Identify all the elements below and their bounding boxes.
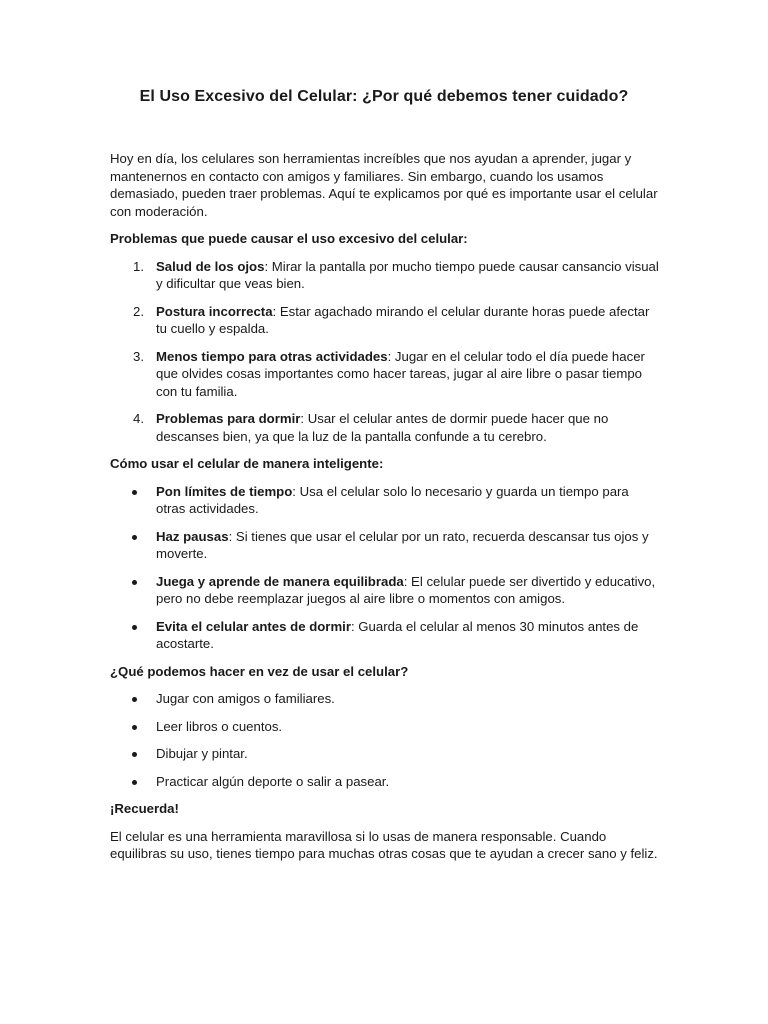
problem-term: Menos tiempo para otras actividades (156, 348, 388, 364)
problem-text: : Estar agachado mirando el celular durante horas puede afectar tu cuello y espalda. (156, 303, 650, 336)
list-number: 2. (133, 303, 144, 319)
alternative-text: Jugar con amigos o familiares. (156, 691, 335, 706)
tips-list (110, 483, 660, 653)
tip-text: : El celular puede ser divertido y educativo, pero no debe reemplazar juegos al aire libre o momentos con amigos. (156, 573, 656, 606)
bullet-icon (132, 780, 137, 785)
bullet-icon (132, 752, 137, 757)
problems-list (110, 258, 660, 446)
tip-text: : Si tienes que usar el celular por un rato, recuerda descansar tus ojos y moverte. (156, 528, 649, 561)
bullet-icon (132, 725, 137, 730)
alternative-text: Dibujar y pintar. (156, 746, 248, 761)
tip-item (110, 573, 660, 608)
problem-text: : Usar el celular antes de dormir puede hacer que no descanses bien, ya que la luz de la pantalla confunde a tu cerebro. (156, 411, 609, 444)
reminder-heading: ¡Recuerda! (110, 801, 179, 816)
bullet-icon (132, 490, 137, 495)
reminder-paragraph: El celular es una herramienta maravillosa si lo usas de manera responsable. Cuando equilibras su uso, tienes tiempo para muchas otras cosas que te ayudan a crecer sano y feliz. (110, 828, 658, 861)
list-number: 4. (133, 411, 144, 426)
problems-heading: Problemas que puede causar el uso excesivo del celular: (110, 231, 468, 246)
tip-text: : Guarda el celular al menos 30 minutos antes de acostarte. (156, 618, 639, 651)
problem-text: : Jugar en el celular todo el día puede hacer que olvides cosas importantes como hacer tareas, jugar al aire libre o pasar tiempo con tu familia. (156, 348, 645, 399)
tip-item (110, 483, 660, 518)
bullet-icon (132, 697, 137, 702)
problem-item (110, 348, 660, 401)
tip-term: Pon límites de tiempo (156, 483, 293, 499)
alternative-item (110, 773, 660, 791)
tips-heading: Cómo usar el celular de manera inteligente: (110, 456, 384, 471)
bullet-icon (132, 535, 137, 540)
alternatives-list (110, 690, 660, 790)
bullet-icon (132, 580, 137, 585)
alternative-item (110, 745, 660, 763)
alternative-text: Practicar algún deporte o salir a pasear. (156, 773, 390, 789)
problem-item (110, 410, 660, 445)
problem-term: Salud de los ojos (156, 258, 265, 274)
alternatives-heading: ¿Qué podemos hacer en vez de usar el celular? (110, 663, 409, 679)
problem-item (110, 258, 660, 293)
document-title: El Uso Excesivo del Celular: ¿Por qué debemos tener cuidado? (139, 88, 629, 105)
alternative-text: Leer libros o cuentos. (156, 718, 283, 734)
bullet-icon (132, 625, 137, 630)
list-number: 3. (133, 348, 144, 364)
tip-item (110, 618, 660, 653)
alternative-item (110, 718, 660, 736)
list-number: 1. (133, 258, 144, 274)
problem-term: Problemas para dormir (156, 411, 301, 426)
alternative-item (110, 690, 660, 708)
tip-term: Evita el celular antes de dormir (156, 618, 351, 634)
tip-item (110, 528, 660, 563)
problem-item (110, 303, 660, 338)
intro-paragraph: Hoy en día, los celulares son herramientas increíbles que nos ayudan a aprender, jugar y mantenernos en contacto con amigos y familiares. Sin embargo, cuando los usamos demasiado, pueden traer problemas. Aquí te explicamos por qué es importante usar el celular con moderación. (110, 151, 658, 219)
problem-text: : Mirar la pantalla por mucho tiempo puede causar cansancio visual y dificultar que veas bien. (156, 258, 659, 291)
tip-text: : Usa el celular solo lo necesario y guarda un tiempo para otras actividades. (156, 483, 629, 516)
tip-term: Haz pausas (156, 528, 229, 544)
tip-term: Juega y aprende de manera equilibrada (156, 573, 404, 589)
problem-term: Postura incorrecta (156, 303, 273, 319)
